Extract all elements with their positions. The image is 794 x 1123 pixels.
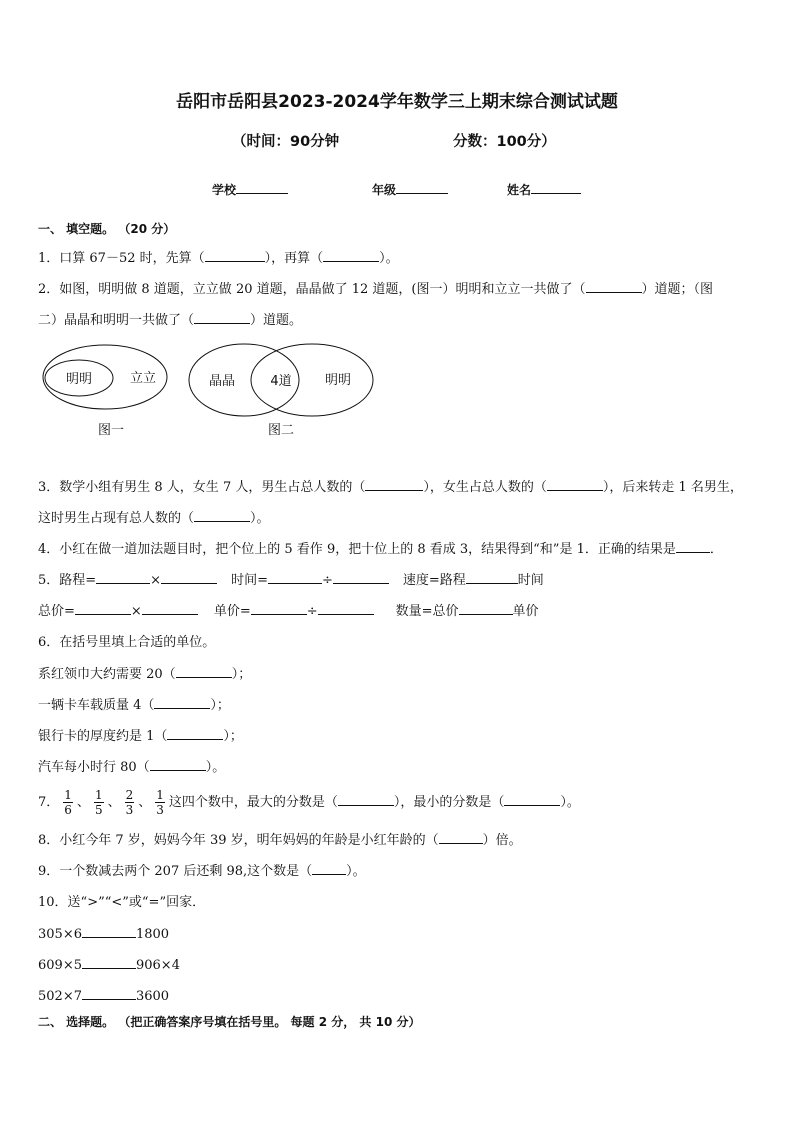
question-9: 9．一个数减去两个 207 后还剩 98,这个数是（ ）。 — [38, 864, 366, 879]
answer-blank[interactable] — [586, 280, 642, 293]
answer-blank[interactable] — [205, 249, 265, 262]
section-1-heading: 一、 填空题。 （20 分） — [38, 222, 176, 236]
venn-diagrams — [0, 330, 400, 445]
school-field[interactable] — [212, 181, 288, 198]
question-10-row-1: 305×6 1800 — [38, 927, 170, 942]
question-3-line-2: 这时男生占现有总人数的（ ）。 — [38, 511, 270, 526]
answer-blank[interactable] — [323, 249, 379, 262]
question-6-heading: 6．在括号里填上合适的单位。 — [38, 635, 216, 650]
fig1-outer-label: 立立 — [129, 371, 157, 386]
question-8: 8．小红今年 7 岁，妈妈今年 39 岁，明年妈妈的年龄是小红年龄的（ ）倍。 — [38, 833, 522, 848]
question-6-item-3: 银行卡的厚度约是 1（ ）； — [38, 729, 243, 744]
answer-blank[interactable] — [82, 925, 136, 938]
question-6-item-1: 系红领巾大约需要 20（ ）； — [38, 667, 252, 682]
fraction: $\frac{1}{3}$ — [156, 788, 164, 817]
fraction: $\frac{2}{3}$ — [125, 788, 134, 817]
fig2-caption: 图二 — [267, 423, 295, 438]
answer-blank[interactable] — [333, 571, 389, 584]
question-10-heading: 10．送“>”“<”或“=”回家． — [38, 895, 206, 910]
answer-blank[interactable] — [194, 311, 250, 324]
answer-blank[interactable] — [466, 571, 518, 584]
answer-blank[interactable] — [82, 956, 136, 969]
page-title: 岳阳市岳阳县2023-2024学年数学三上期末综合测试试题 — [176, 92, 618, 112]
answer-blank[interactable] — [676, 540, 710, 553]
answer-blank[interactable] — [365, 478, 423, 491]
answer-blank[interactable] — [142, 602, 198, 615]
section-2-heading: 二、 选择题。 （把正确答案序号填在括号里。 每题 2 分， 共 10 分） — [38, 1015, 421, 1029]
question-5-line-1: 5．路程= × 时间= ÷ 速度=路程 时间 — [38, 573, 544, 588]
exam-time: （时间：90分钟 — [232, 134, 340, 150]
answer-blank[interactable] — [439, 831, 483, 844]
fraction: $\frac{1}{5}$ — [94, 788, 103, 817]
school-blank[interactable] — [236, 181, 288, 194]
exam-score: 分数：100分） — [453, 134, 556, 150]
question-7: 7． $\frac{1}{6}$ 、 $\frac{1}{5}$ 、 $\frac{2}{3}$ 、 $\frac{1}{3}$ 这四个数中，最大的分数是（ ），最小的分数是（ ）。 — [38, 788, 580, 817]
answer-blank[interactable] — [154, 696, 210, 709]
answer-blank[interactable] — [318, 602, 374, 615]
grade-blank[interactable] — [396, 181, 448, 194]
answer-blank[interactable] — [161, 571, 217, 584]
grade-label: 年级 — [372, 183, 397, 197]
answer-blank[interactable] — [194, 509, 250, 522]
answer-blank[interactable] — [96, 571, 150, 584]
fig1-inner-label: 明明 — [65, 372, 93, 387]
answer-blank[interactable] — [75, 602, 131, 615]
question-2-line-1: 2．如图，明明做 8 道题，立立做 20 道题，晶晶做了 12 道题，(图一）明明和立立一共做了（ ）道题；（图 — [38, 282, 714, 297]
answer-blank[interactable] — [459, 602, 513, 615]
answer-blank[interactable] — [251, 602, 307, 615]
question-6-item-2: 一辆卡车载质量 4（ ）； — [38, 698, 230, 713]
question-10-row-2: 609×5 906×4 — [38, 958, 180, 973]
question-10-row-3: 502×7 3600 — [38, 989, 170, 1004]
question-3-line-1: 3．数学小组有男生 8 人，女生 7 人，男生占总人数的（ ），女生占总人数的（ ），后来转走 1 名男生， — [38, 480, 743, 495]
school-label: 学校 — [212, 183, 237, 197]
name-field[interactable] — [507, 181, 581, 198]
answer-blank[interactable] — [312, 862, 346, 875]
fig2-right-label: 明明 — [324, 373, 352, 388]
name-label: 姓名 — [507, 183, 532, 197]
question-6-item-4: 汽车每小时行 80（ ）。 — [38, 760, 226, 775]
question-5-line-2: 总价= × 单价= ÷ 数量=总价 单价 — [38, 604, 539, 619]
fraction: $\frac{1}{6}$ — [64, 788, 72, 817]
answer-blank[interactable] — [268, 571, 322, 584]
answer-blank[interactable] — [150, 758, 206, 771]
question-1: 1．口算 67－52 时，先算（ ），再算（ ）。 — [38, 251, 399, 266]
answer-blank[interactable] — [504, 793, 560, 806]
fig2-center-label: 4道 — [270, 374, 292, 389]
answer-blank[interactable] — [176, 665, 232, 678]
question-4: 4．小红在做一道加法题目时，把个位上的 5 看作 9，把十位上的 8 看成 3，结果得到“和”是 1．正确的结果是 ． — [38, 542, 723, 557]
answer-blank[interactable] — [338, 793, 394, 806]
question-2-line-2: 二）晶晶和明明一共做了（ ）道题。 — [38, 313, 303, 328]
fig2-right-ellipse — [251, 344, 373, 416]
answer-blank[interactable] — [547, 478, 603, 491]
fig1-caption: 图一 — [97, 423, 125, 438]
grade-field[interactable] — [372, 181, 448, 198]
answer-blank[interactable] — [82, 987, 136, 1000]
answer-blank[interactable] — [167, 727, 223, 740]
name-blank[interactable] — [531, 181, 581, 194]
fig2-left-label: 晶晶 — [208, 374, 236, 389]
